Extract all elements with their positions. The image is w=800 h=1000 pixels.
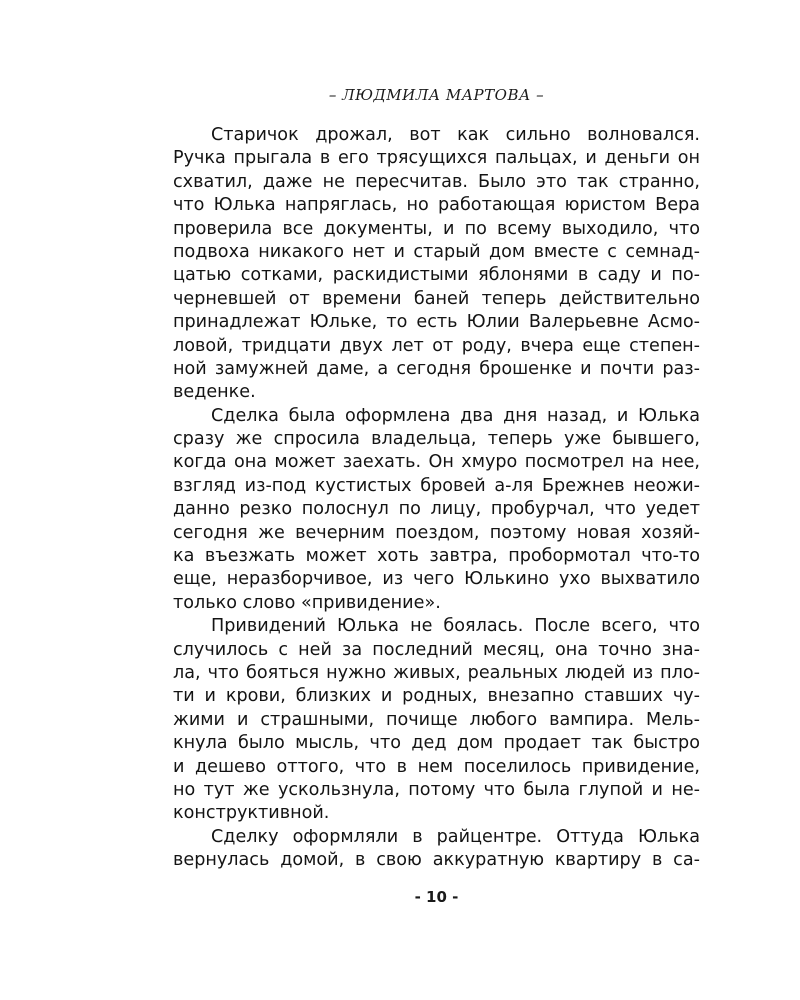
page-number: - 10 - [414,888,459,906]
text-line: цатью сотками, раскидистыми яблонями в саду и по- [173,265,700,286]
text-line: и дешево оттого, что в нем поселилось привидение, [173,756,700,777]
text-line: что Юлька напряглась, но работающая юристом Вера [173,195,700,216]
text-line: подвоха никакого нет и старый дом вместе с семнад- [173,241,700,262]
text-line: жими и страшными, почище любого вампира. Мель- [173,709,700,730]
body-text [173,124,700,873]
text-line: Ручка прыгала в его трясущихся пальцах, и деньги он [173,148,700,169]
text-line: проверила все документы, и по всему выходило, что [173,218,700,239]
text-line: ла, что бояться нужно живых, реальных людей из пло- [173,662,700,683]
text-line: черневшей от времени баней теперь действительно [173,288,700,309]
text-line: Сделка была оформлена два дня назад, и Юлька [211,405,700,426]
text-line: конструктивной. [173,803,330,824]
text-line: кнула было мысль, что дед дом продает так быстро [173,733,700,754]
text-line: Старичок дрожал, вот как сильно волновался. [211,125,700,145]
text-line: схватил, даже не пересчитав. Было это так странно, [173,171,700,192]
text-line: сразу же спросила владельца, теперь уже бывшего, [173,429,700,450]
text-line: принадлежат Юльке, то есть Юлии Валерьевне Асмо- [173,312,700,333]
text-line: ти и крови, близких и родных, внезапно ставших чу- [173,686,700,707]
text-line: Привидений Юлька не боялась. После всего, что [211,616,700,637]
text-line: данно резко полоснул по лицу, пробурчал, что уедет [173,499,700,520]
text-line: ка въезжать может хоть завтра, пробормотал что-то [173,546,700,567]
text-line: случилось с ней за последний месяц, она точно зна- [173,639,700,660]
text-line: когда она может заехать. Он хмуро посмотрел на нее, [173,452,700,473]
text-line: но тут же ускользнула, потому что была глупой и не- [173,779,700,800]
text-line: только слово «привидение». [173,592,441,613]
text-line: Сделку оформляли в райцентре. Оттуда Юлька [211,826,700,847]
running-head-author: – ЛЮДМИЛА МАРТОВА – [328,86,545,104]
text-line: вернулась домой, в свою аккуратную квартиру в са- [173,850,700,871]
text-line: веденке. [173,382,256,403]
text-line: еще, неразборчивое, из чего Юлькино ухо выхватило [173,569,700,590]
text-line: сегодня же вечерним поездом, поэтому новая хозяй- [173,522,700,543]
text-line: взгляд из-под кустистых бровей а-ля Брежнев неожи- [173,475,700,496]
text-line: ловой, тридцати двух лет от роду, вчера еще степен- [173,335,700,356]
text-line: ной замужней даме, а сегодня брошенке и почти раз- [173,358,700,379]
